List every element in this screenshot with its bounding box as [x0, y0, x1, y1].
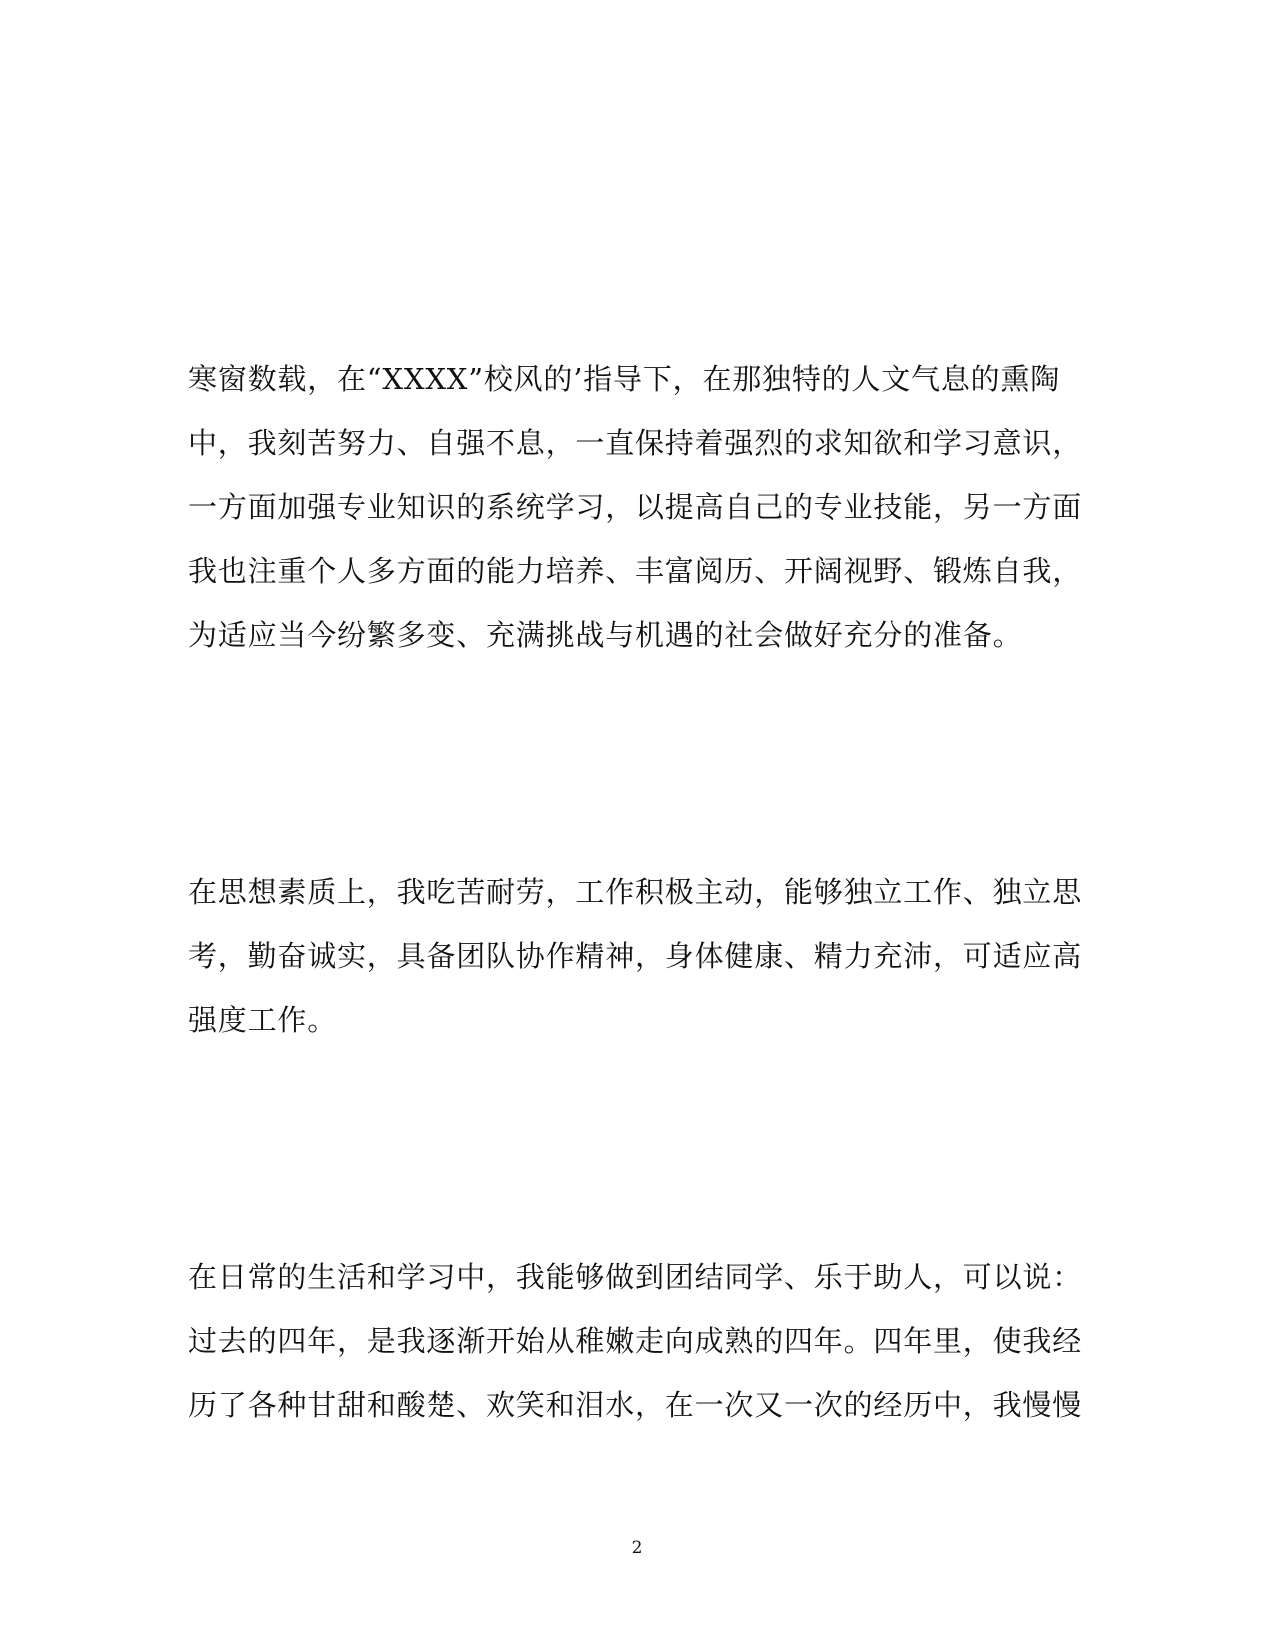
page-number: 2 [631, 1538, 643, 1558]
paragraph-line: 历了各种甘甜和酸楚、欢笑和泪水，在一次又一次的经历中，我慢慢 [188, 1388, 1083, 1422]
paragraph-line: 强度工作。 [188, 1003, 338, 1037]
paragraph-line: 一方面加强专业知识的系统学习，以提高自己的专业技能，另一方面 [188, 490, 1083, 524]
paragraph-line: 为适应当今纷繁多变、充满挑战与机遇的社会做好充分的准备。 [188, 618, 1023, 652]
paragraph-line: 过去的四年，是我逐渐开始从稚嫩走向成熟的四年。四年里，使我经 [188, 1324, 1083, 1358]
paragraph-line: 寒窗数载，在“XXXX”校风的’指导下，在那独特的人文气息的熏陶 [188, 362, 1061, 396]
paragraph-line: 在日常的生活和学习中，我能够做到团结同学、乐于助人，可以说： [188, 1260, 1083, 1294]
paragraph-line: 在思想素质上，我吃苦耐劳，工作积极主动，能够独立工作、独立思 [188, 875, 1083, 909]
paragraph-line: 我也注重个人多方面的能力培养、丰富阅历、开阔视野、锻炼自我， [188, 554, 1083, 588]
paragraph-line: 中，我刻苦努力、自强不息，一直保持着强烈的求知欲和学习意识， [188, 426, 1083, 460]
paragraph-line: 考，勤奋诚实，具备团队协作精神，身体健康、精力充沛，可适应高 [188, 939, 1083, 973]
